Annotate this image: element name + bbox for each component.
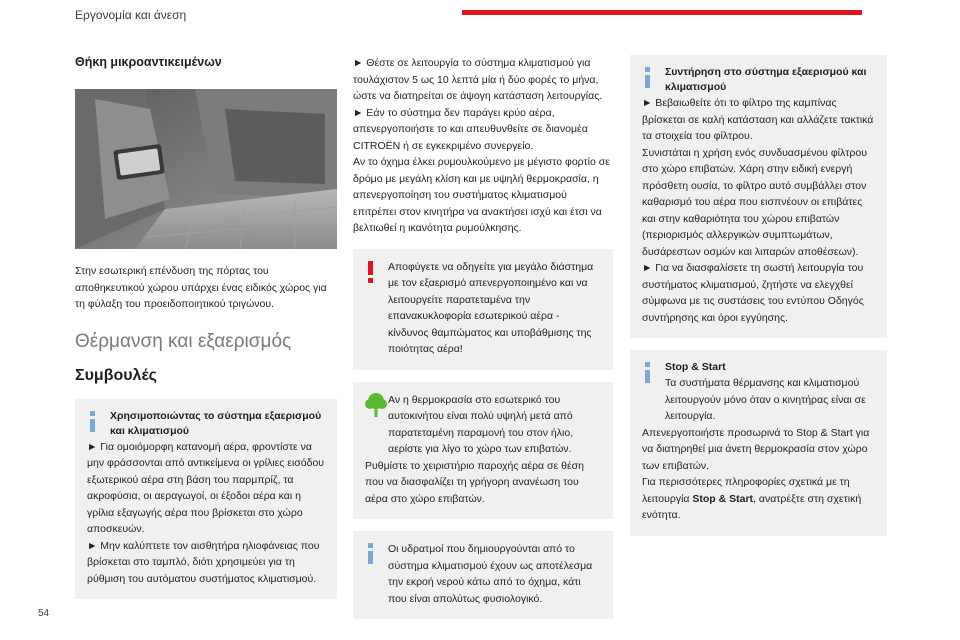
ac-usage-text	[353, 55, 613, 237]
stopstart-title: Stop & Start	[665, 361, 726, 373]
usage-note-title: Χρησιμοποιώντας το σύστημα εξαερισμού και κλιματισμού	[110, 409, 322, 437]
usage-note-line: ► Για ομοιόμορφη κατανομή αέρα, φροντίστε να μην φράσσονται από αντικείμενα οι γρίλιες εισόδου εξωτερικού αέρα στη βάση του παρμπρίζ, τα ακροφύσια, οι αεραγωγοί, οι έξοδοι αέρα και η γρίλια εξαγωγής αέρα που βρίσκεται στο χώρο αποσκευών.	[87, 440, 325, 535]
storage-text: Στην εσωτερική επένδυση της πόρτας του αποθηκευτικού χώρου υπάρχει ένας ειδικός χώρος για τη φύλαξη του προειδοποιητικού τριγώνου.	[75, 265, 327, 310]
maintenance-line: ► Βεβαιωθείτε ότι το φίλτρο της καμπίνας βρίσκεται σε καλή κατάσταση και αλλάζετε τακτικά τα στοιχεία του φίλτρου.	[642, 97, 874, 142]
maintenance-line: ► Για να διασφαλίσετε τη σωστή λειτουργία του συστήματος κλιματισμού, ζητήστε να ελεγχθεί σύμφωνα με τις συστάσεις του εντύπου Οδηγός συντήρησης και όροι εγγύησης.	[642, 262, 864, 324]
usage-note-line: ► Μην καλύπτετε τον αισθητήρα ηλιοφάνειας που βρίσκεται στο ταμπλό, διότι χρησιμεύει για τη ρύθμιση του αυτόματου συστήματος κλιματισμού.	[87, 539, 320, 585]
warning-text: Αποφύγετε να οδηγείτε για μεγάλο διάστημα με τον εξαερισμό απενεργοποιημένο και να λειτουργείτε παρατεταμένα την επανακυκλοφορία εσωτερικού αέρα - κίνδυνος θαμπώματος και υποβάθμισης της ποιότητας αέρα!	[388, 260, 594, 355]
eco-tree-icon	[365, 392, 387, 418]
header-accent-bar	[462, 10, 862, 15]
condensation-box	[353, 531, 613, 619]
eco-box	[353, 382, 613, 520]
ac-usage-line: ► Θέστε σε λειτουργία το σύστημα κλιματισμού για τουλάχιστον 5 ως 10 λεπτά μία ή δύο φορές το μήνα, ώστε να διατηρείται σε άψογη κατάσταση λειτουργίας.	[353, 57, 603, 102]
stopstart-ref-bold: Stop & Start	[692, 492, 754, 505]
stopstart-ref-post: , ανατρέξτε στη σχετική ενότητα.	[642, 492, 862, 521]
eco-line: Ρυθμίστε το χειριστήριο παροχής αέρα σε θέση που να διασφαλίζει τη γρήγορη ανανέωση του αέρα στο χώρο επιβατών.	[365, 459, 584, 505]
ac-usage-line: ► Εάν το σύστημα δεν παράγει κρύο αέρα, απενεργοποιήστε το και απευθυνθείτε σε διανομέα CITROËN ή σε εγκεκριμένο συνεργείο.	[353, 106, 588, 152]
ac-usage-line: Αν το όχημα έλκει ρυμουλκούμενο με μέγιστο φορτίο σε δρόμο με μεγάλη κλίση και με υψηλή θερμοκρασία, η απενεργοποίηση του συστήματος κλιματισμού επιτρέπει στον κινητήρα να ανακτήσει ισχύ και έτσι να βελτιωθεί η ικανότητα ρυμούλκησης.	[353, 156, 610, 234]
eco-line: Αν η θερμοκρασία στο εσωτερικό του αυτοκινήτου είναι πολύ υψηλή μετά από παρατεταμένη παραμονή του στον ήλιο, αερίστε για λίγο το χώρο των επιβατών.	[388, 393, 574, 455]
maintenance-title: Συντήρηση στο σύστημα εξαερισμού και κλιματισμού	[665, 66, 867, 93]
info-icon	[642, 67, 654, 89]
storage-heading: Θήκη μικροαντικειμένων	[75, 55, 222, 69]
maintenance-line: Συνιστάται η χρήση ενός συνδυασμένου φίλτρου στο χώρο επιβατών. Χάρη στην ειδική ενεργή πρόσθετη ουσία, το φίλτρο αυτό συμβάλλει στον καθαρισμό του αέρα που εισπνέουν οι επιβάτες και στην καθαριότητα του χώρου επιβατών (περιορισμός αλλεργικών συμπτωμάτων, δυσάρεστων οσμών και λιπαρών αποθέσεων).	[642, 146, 867, 258]
stopstart-line: Απενεργοποιήστε προσωρινά το Stop & Start για να διατηρηθεί μια άνετη θερμοκρασία στον χώρο των επιβατών.	[642, 426, 870, 472]
tips-heading: Συμβουλές	[75, 366, 157, 384]
info-icon	[87, 411, 99, 433]
info-icon	[365, 543, 377, 565]
stopstart-box	[630, 350, 887, 536]
maintenance-box	[630, 55, 887, 338]
stopstart-reference	[642, 474, 875, 524]
header-title: Εργονομία και άνεση	[75, 8, 187, 22]
interior-door-pocket-photo	[75, 89, 337, 249]
page-number: 54	[38, 608, 50, 619]
warning-icon	[367, 261, 375, 283]
column-3	[630, 55, 887, 536]
stopstart-line: Τα συστήματα θέρμανσης και κλιματισμού λειτουργούν μόνο όταν ο κινητήρας είναι σε λειτουργία.	[665, 377, 866, 422]
condensation-text: Οι υδρατμοί που δημιουργούνται από το σύστημα κλιματισμού έχουν ως αποτέλεσμα την εκροή νερού κάτω από το όχημα, κάτι που είναι απολύτως φυσιολογικό.	[388, 543, 593, 605]
stopstart-ref-pre: Για περισσότερες πληροφορίες σχετικά με τη λειτουργία	[642, 476, 850, 505]
column-1	[75, 55, 337, 599]
door-pocket-illustration	[75, 89, 337, 249]
heating-heading: Θέρμανση και εξαερισμός	[75, 330, 292, 352]
warning-box	[353, 249, 613, 370]
usage-note-box	[75, 399, 337, 600]
column-2	[353, 55, 613, 619]
info-icon	[642, 362, 654, 384]
